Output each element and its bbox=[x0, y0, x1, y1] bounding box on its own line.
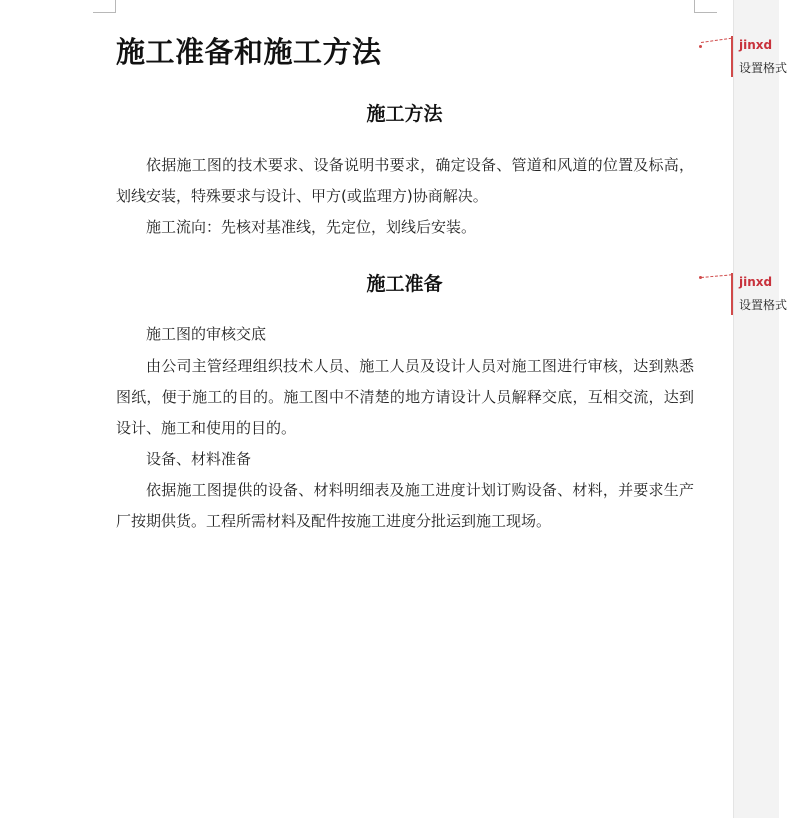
document-title[interactable]: 施工准备和施工方法 bbox=[116, 35, 382, 69]
section-heading-preparation[interactable]: 施工准备 bbox=[366, 273, 443, 295]
page-corner-mark-left bbox=[93, 0, 116, 13]
comment-bar bbox=[731, 36, 733, 77]
section-heading-method[interactable]: 施工方法 bbox=[366, 103, 443, 125]
comment-author[interactable]: jinxd bbox=[739, 275, 773, 289]
paragraph[interactable]: 施工图的审核交底 bbox=[146, 325, 267, 343]
comment-bar bbox=[731, 273, 733, 315]
comment-author[interactable]: jinxd bbox=[739, 38, 773, 52]
comment-markup-pane bbox=[733, 0, 787, 818]
comment-text[interactable]: 设置格式 bbox=[739, 61, 787, 75]
paragraph[interactable]: 施工流向：先核对基准线，先定位，划线后安装。 bbox=[146, 218, 477, 236]
comment-text[interactable]: 设置格式 bbox=[739, 298, 787, 312]
page-corner-mark-right bbox=[694, 0, 717, 13]
paragraph[interactable]: 由公司主管经理组织技术人员、施工人员及设计人员对施工图进行审核，达到熟悉图纸，便于施工的目的。施工图中不清楚的地方请设计人员解释交底，互相交流，达到设计、施工和使用的目的。 bbox=[116, 357, 694, 437]
paragraph[interactable]: 依据施工图提供的设备、材料明细表及施工进度计划订购设备、材料，并要求生产厂按期供货。工程所需材料及配件按施工进度分批运到施工现场。 bbox=[116, 481, 694, 530]
paragraph[interactable]: 依据施工图的技术要求、设备说明书要求，确定设备、管道和风道的位置及标高，划线安装，特殊要求与设计、甲方(或监理方)协商解决。 bbox=[116, 156, 694, 205]
comment-anchor-icon bbox=[699, 45, 702, 48]
paragraph[interactable]: 设备、材料准备 bbox=[146, 450, 252, 468]
